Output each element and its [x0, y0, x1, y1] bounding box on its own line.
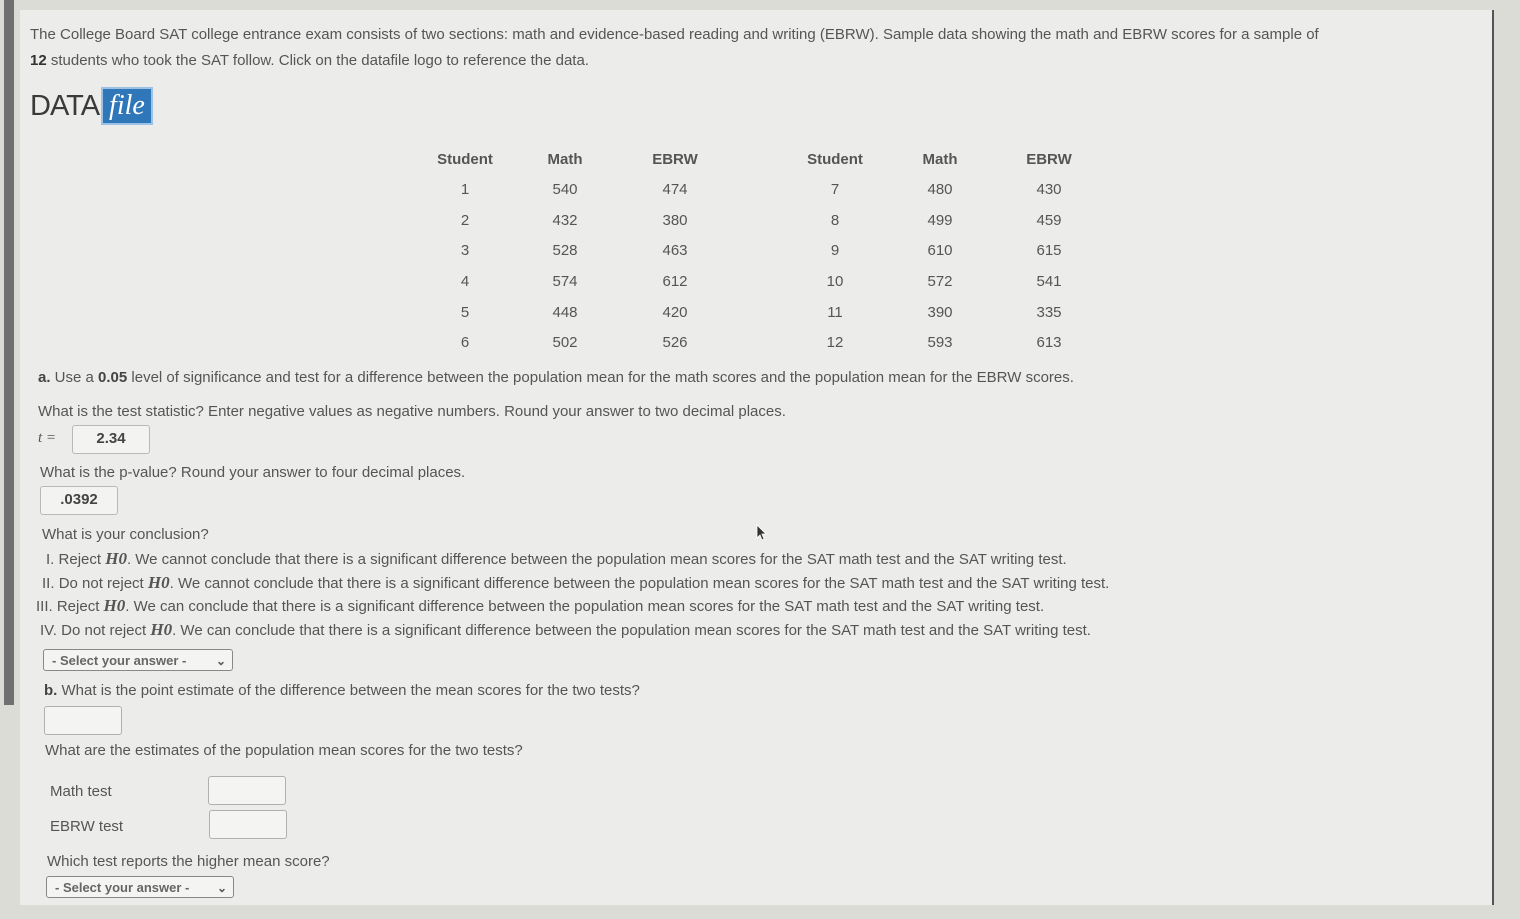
datafile-logo-file: file — [101, 87, 153, 125]
table-cell: 572 — [927, 272, 953, 290]
table-cell: 4 — [460, 272, 470, 290]
table-row — [420, 297, 1108, 328]
part-a-text-pre: Use a — [50, 369, 99, 386]
math-mean-input[interactable] — [208, 776, 286, 805]
ebrw-mean-input[interactable] — [209, 810, 287, 839]
header-ebrw-2: EBRW — [1026, 150, 1072, 168]
point-estimate-input[interactable] — [44, 706, 122, 735]
h0-symbol: H0 — [147, 572, 170, 592]
part-a-label: a. — [38, 369, 51, 386]
table-cell: 612 — [662, 272, 688, 290]
p-value-question: What is the p-value? Round your answer to four decimal places. — [40, 464, 466, 481]
table-cell: 7 — [830, 180, 840, 198]
part-a-text-post: level of significance and test for a difference between the population mean for the math scores and the population mean for the EBRW scores. — [127, 369, 1074, 386]
table-row — [420, 266, 1108, 297]
table-cell: 380 — [662, 211, 688, 229]
table-cell: 3 — [460, 242, 470, 260]
table-cell: 6 — [460, 334, 470, 352]
conclusion-question: What is your conclusion? — [42, 526, 209, 543]
table-row — [420, 174, 1108, 205]
header-math-2: Math — [922, 150, 958, 168]
part-b-label: b. — [44, 682, 58, 699]
header-math-1: Math — [547, 150, 583, 168]
table-cell: 2 — [460, 211, 470, 229]
problem-intro — [30, 22, 1485, 74]
table-cell: 335 — [1036, 303, 1062, 321]
table-cell: 1 — [460, 180, 470, 198]
conclusion-select[interactable] — [43, 649, 233, 671]
estimates-question: What are the estimates of the population mean scores for the two tests? — [45, 742, 523, 759]
higher-mean-select-value: - Select your answer - — [55, 880, 190, 895]
table-cell: 8 — [830, 211, 840, 229]
left-scroll-bar[interactable] — [4, 0, 14, 705]
table-cell: 459 — [1036, 211, 1062, 229]
table-cell: 9 — [830, 242, 840, 260]
significance-level: 0.05 — [98, 369, 128, 386]
table-cell: 430 — [1036, 180, 1062, 198]
higher-mean-question: Which test reports the higher mean score? — [47, 853, 330, 870]
table-cell: 613 — [1036, 334, 1062, 352]
table-row — [420, 327, 1108, 358]
t-statistic-input[interactable]: 2.34 — [72, 425, 150, 454]
option-ii: II. Do not reject H0. We cannot conclude that there is a significant difference between the population mean scores for the SAT math test and the SAT writing test. — [42, 572, 1110, 592]
table-cell: 432 — [552, 211, 578, 229]
table-cell: 420 — [662, 303, 688, 321]
chevron-down-icon: ⌄ — [216, 881, 227, 895]
datafile-logo-data: DATA — [30, 89, 100, 122]
table-row — [420, 235, 1108, 266]
table-cell: 574 — [552, 272, 578, 290]
header-student-2: Student — [807, 150, 863, 168]
table-cell: 541 — [1036, 272, 1062, 290]
table-row — [420, 205, 1108, 236]
h0-symbol: H0 — [103, 596, 126, 615]
intro-line-2 — [30, 48, 1485, 74]
table-cell: 540 — [552, 180, 578, 198]
part-a-question — [38, 369, 1074, 386]
table-cell: 463 — [662, 242, 688, 260]
ebrw-test-label: EBRW test — [50, 818, 124, 835]
datafile-logo[interactable] — [30, 88, 153, 124]
table-cell: 615 — [1036, 242, 1062, 260]
higher-mean-select[interactable] — [46, 876, 234, 898]
part-b-question — [44, 682, 640, 699]
intro-line-1: The College Board SAT college entrance exam consists of two sections: math and evidence-based reading and writing (EBRW). Sample data showing the math and EBRW scores for a sample of — [30, 26, 1319, 43]
option-i: I. Reject H0. We cannot conclude that there is a significant difference between the population mean scores for the SAT math test and the SAT writing test. — [46, 549, 1067, 568]
table-cell: 499 — [927, 211, 953, 229]
test-statistic-question: What is the test statistic? Enter negative values as negative numbers. Round your answer to two decimal places. — [38, 403, 786, 420]
table-cell: 593 — [927, 334, 953, 352]
table-cell: 480 — [927, 180, 953, 198]
table-cell: 448 — [552, 303, 578, 321]
chevron-down-icon: ⌄ — [215, 654, 226, 668]
sat-data-table — [420, 144, 1108, 358]
sample-size: 12 — [30, 52, 47, 69]
part-b-text: What is the point estimate of the difference between the mean scores for the two tests? — [57, 682, 640, 699]
conclusion-options — [36, 548, 1109, 642]
h0-symbol: H0 — [150, 619, 173, 639]
header-ebrw-1: EBRW — [652, 150, 698, 168]
intro-line-2-text: students who took the SAT follow. Click on the datafile logo to reference the data. — [46, 52, 589, 69]
table-cell: 5 — [460, 303, 470, 321]
table-cell: 10 — [826, 272, 844, 290]
option-iv: IV. Do not reject H0. We can conclude that there is a significant difference between the population mean scores for the SAT math test and the SAT writing test. — [40, 619, 1091, 639]
table-cell: 610 — [927, 242, 953, 260]
conclusion-select-value: - Select your answer - — [52, 653, 187, 668]
h0-symbol: H0 — [105, 549, 127, 568]
option-iii: III. Reject H0. We can conclude that there is a significant difference between the population mean scores for the SAT math test and the SAT writing test. — [36, 596, 1045, 615]
table-cell: 11 — [827, 303, 843, 321]
math-test-label: Math test — [50, 783, 112, 800]
t-label: t = — [38, 430, 57, 446]
header-student-1: Student — [437, 150, 493, 168]
table-cell: 526 — [662, 334, 688, 352]
p-value-input[interactable]: .0392 — [40, 486, 118, 515]
table-cell: 528 — [552, 242, 578, 260]
table-cell: 474 — [662, 180, 688, 198]
table-header-row — [420, 144, 1108, 174]
table-cell: 12 — [826, 334, 844, 352]
table-cell: 390 — [927, 303, 953, 321]
table-cell: 502 — [552, 334, 578, 352]
